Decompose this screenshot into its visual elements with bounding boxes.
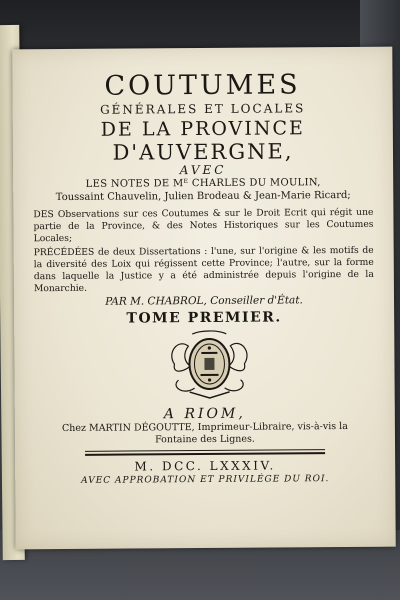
royal-privilege: AVEC APPROBATION ET PRIVILÉGE DU ROI. (81, 474, 330, 486)
notes-line: LES NOTES DE Mᴱ CHARLES DU MOULIN, (85, 177, 321, 190)
observations-paragraph: DES Observations sur ces Coutumes & sur le Droit Ecrit qui régit une partie de la Province, & des Notes Historiques sur les Coutumes Locales; (33, 206, 374, 245)
title-auvergne: D'AUVERGNE, (112, 139, 294, 165)
printer-line-2: Fontaine des Lignes. (155, 433, 255, 446)
title-province: DE LA PROVINCE (100, 117, 305, 141)
title-page (12, 47, 395, 550)
printer-line-1: Chez MARTIN DÉGOUTTE, Imprimeur-Libraire, vis-à-vis la (61, 420, 348, 434)
title-coutumes: COUTUMES (104, 69, 301, 102)
dissertations-paragraph: PRÉCÉDÉES de deux Dissertations : l'une, sur l'origine & les motifs de la diversité des Loix qui régissent cette Province; l'autre, sur la forme dans laquelle la Justice y a été administrée depuis l'origine de la Monarchie. (33, 244, 374, 295)
volume-title: TOME PREMIER. (126, 309, 282, 327)
publication-year: M. DCC. LXXXIV. (134, 458, 276, 474)
title-generales: GÉNÉRALES ET LOCALES (99, 101, 306, 117)
printers-device-ornament-icon (164, 328, 255, 401)
divider-rule-thick (85, 452, 325, 456)
title-avec: AVEC (179, 162, 227, 178)
authors-line: Toussaint Chauvelin, Julien Brodeau & Jean-Marie Ricard; (55, 189, 351, 204)
place-riom: A RIOM, (163, 405, 246, 423)
author-credit: PAR M. CHABROL, Conseiller d'État. (105, 294, 303, 308)
